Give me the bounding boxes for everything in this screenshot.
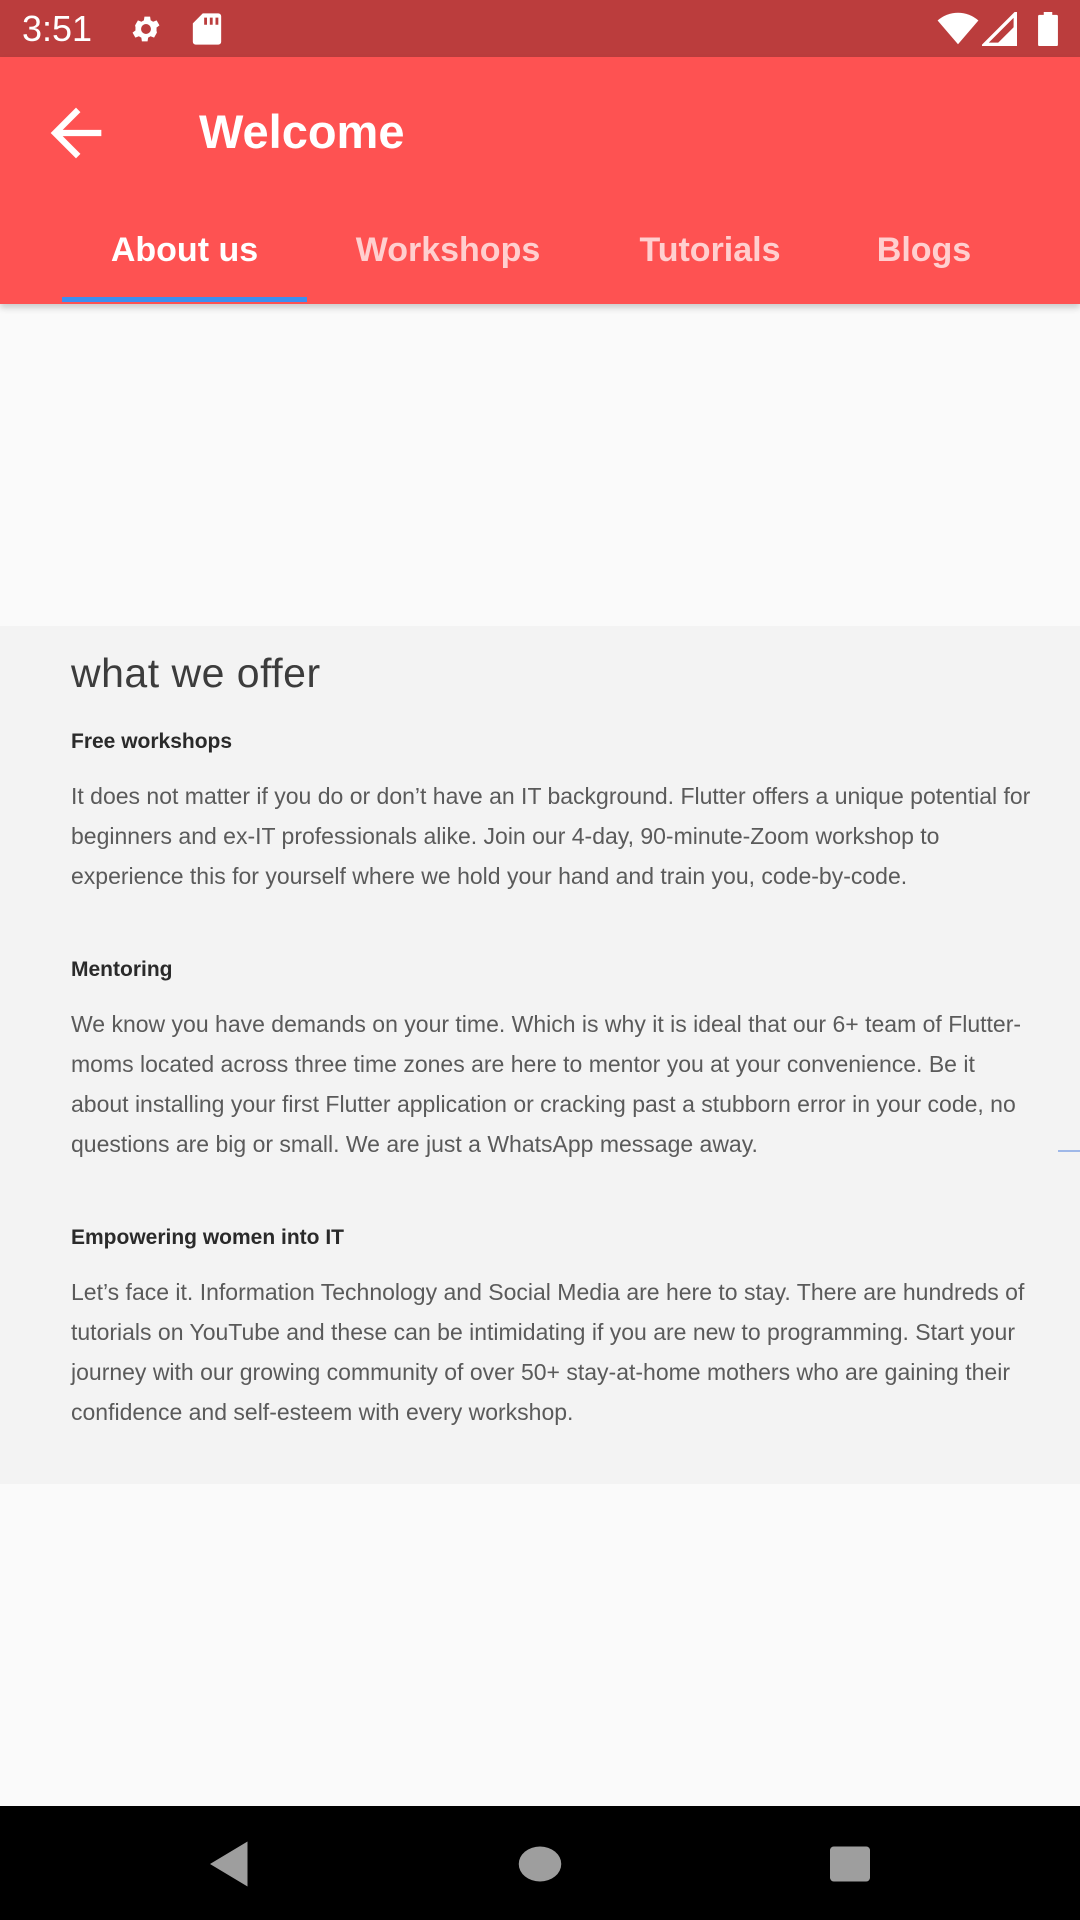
- tab-indicator: [62, 297, 307, 302]
- empowering-women-text: Let’s face it. Information Technology and Social Media are here to stay. There are hundreds of tutorials on YouTube and these can be intimidating if you are new to programming. Start your journey with our growing community of over 50+ stay-at-home mothers who are gaining their confidence and self-esteem with every workshop.: [71, 1279, 1025, 1425]
- status-time: 3:51: [22, 8, 93, 49]
- status-bar: [0, 0, 1080, 57]
- tab-blogs[interactable]: Blogs: [876, 231, 972, 269]
- recents-square-icon[interactable]: [820, 1834, 880, 1894]
- back-button[interactable]: [38, 95, 114, 171]
- battery-icon: [1036, 12, 1060, 46]
- tab-about-us[interactable]: About us: [110, 231, 259, 269]
- tab-bar: [0, 217, 1080, 304]
- sd-card-icon: [192, 12, 222, 46]
- content-panel: [0, 626, 1080, 1484]
- app-bar: [0, 57, 1080, 304]
- scroll-indicator: [1058, 1150, 1080, 1152]
- tab-tutorials[interactable]: Tutorials: [639, 231, 781, 269]
- home-circle-icon[interactable]: [510, 1834, 570, 1894]
- free-workshops-text: It does not matter if you do or don’t have an IT background. Flutter offers a unique potential for beginners and ex-IT professionals alike. Join our 4-day, 90-minute-Zoom workshop to experience this for yourself where we hold your hand and train you, code-by-code.: [71, 783, 1031, 889]
- signal-icon: [982, 12, 1018, 46]
- free-workshops-heading: Free workshops: [71, 730, 233, 753]
- back-triangle-icon[interactable]: [200, 1834, 260, 1894]
- page-title: Welcome: [199, 105, 405, 158]
- settings-icon: [128, 12, 164, 46]
- empowering-women-heading: Empowering women into IT: [71, 1226, 344, 1249]
- mentoring-heading: Mentoring: [71, 958, 173, 981]
- wifi-icon: [936, 12, 980, 46]
- navigation-bar: [0, 1806, 1080, 1920]
- arrow-back-icon: [38, 95, 114, 171]
- section-title: what we offer: [71, 650, 321, 696]
- mentoring-text: We know you have demands on your time. Which is why it is ideal that our 6+ team of Flutter-moms located across three time zones are here to mentor you at your convenience. Be it about installing your first Flutter application or cracking past a stubborn error in your code, no questions are big or small. We are just a WhatsApp message away.: [71, 1011, 1022, 1157]
- tab-workshops[interactable]: Workshops: [355, 231, 541, 269]
